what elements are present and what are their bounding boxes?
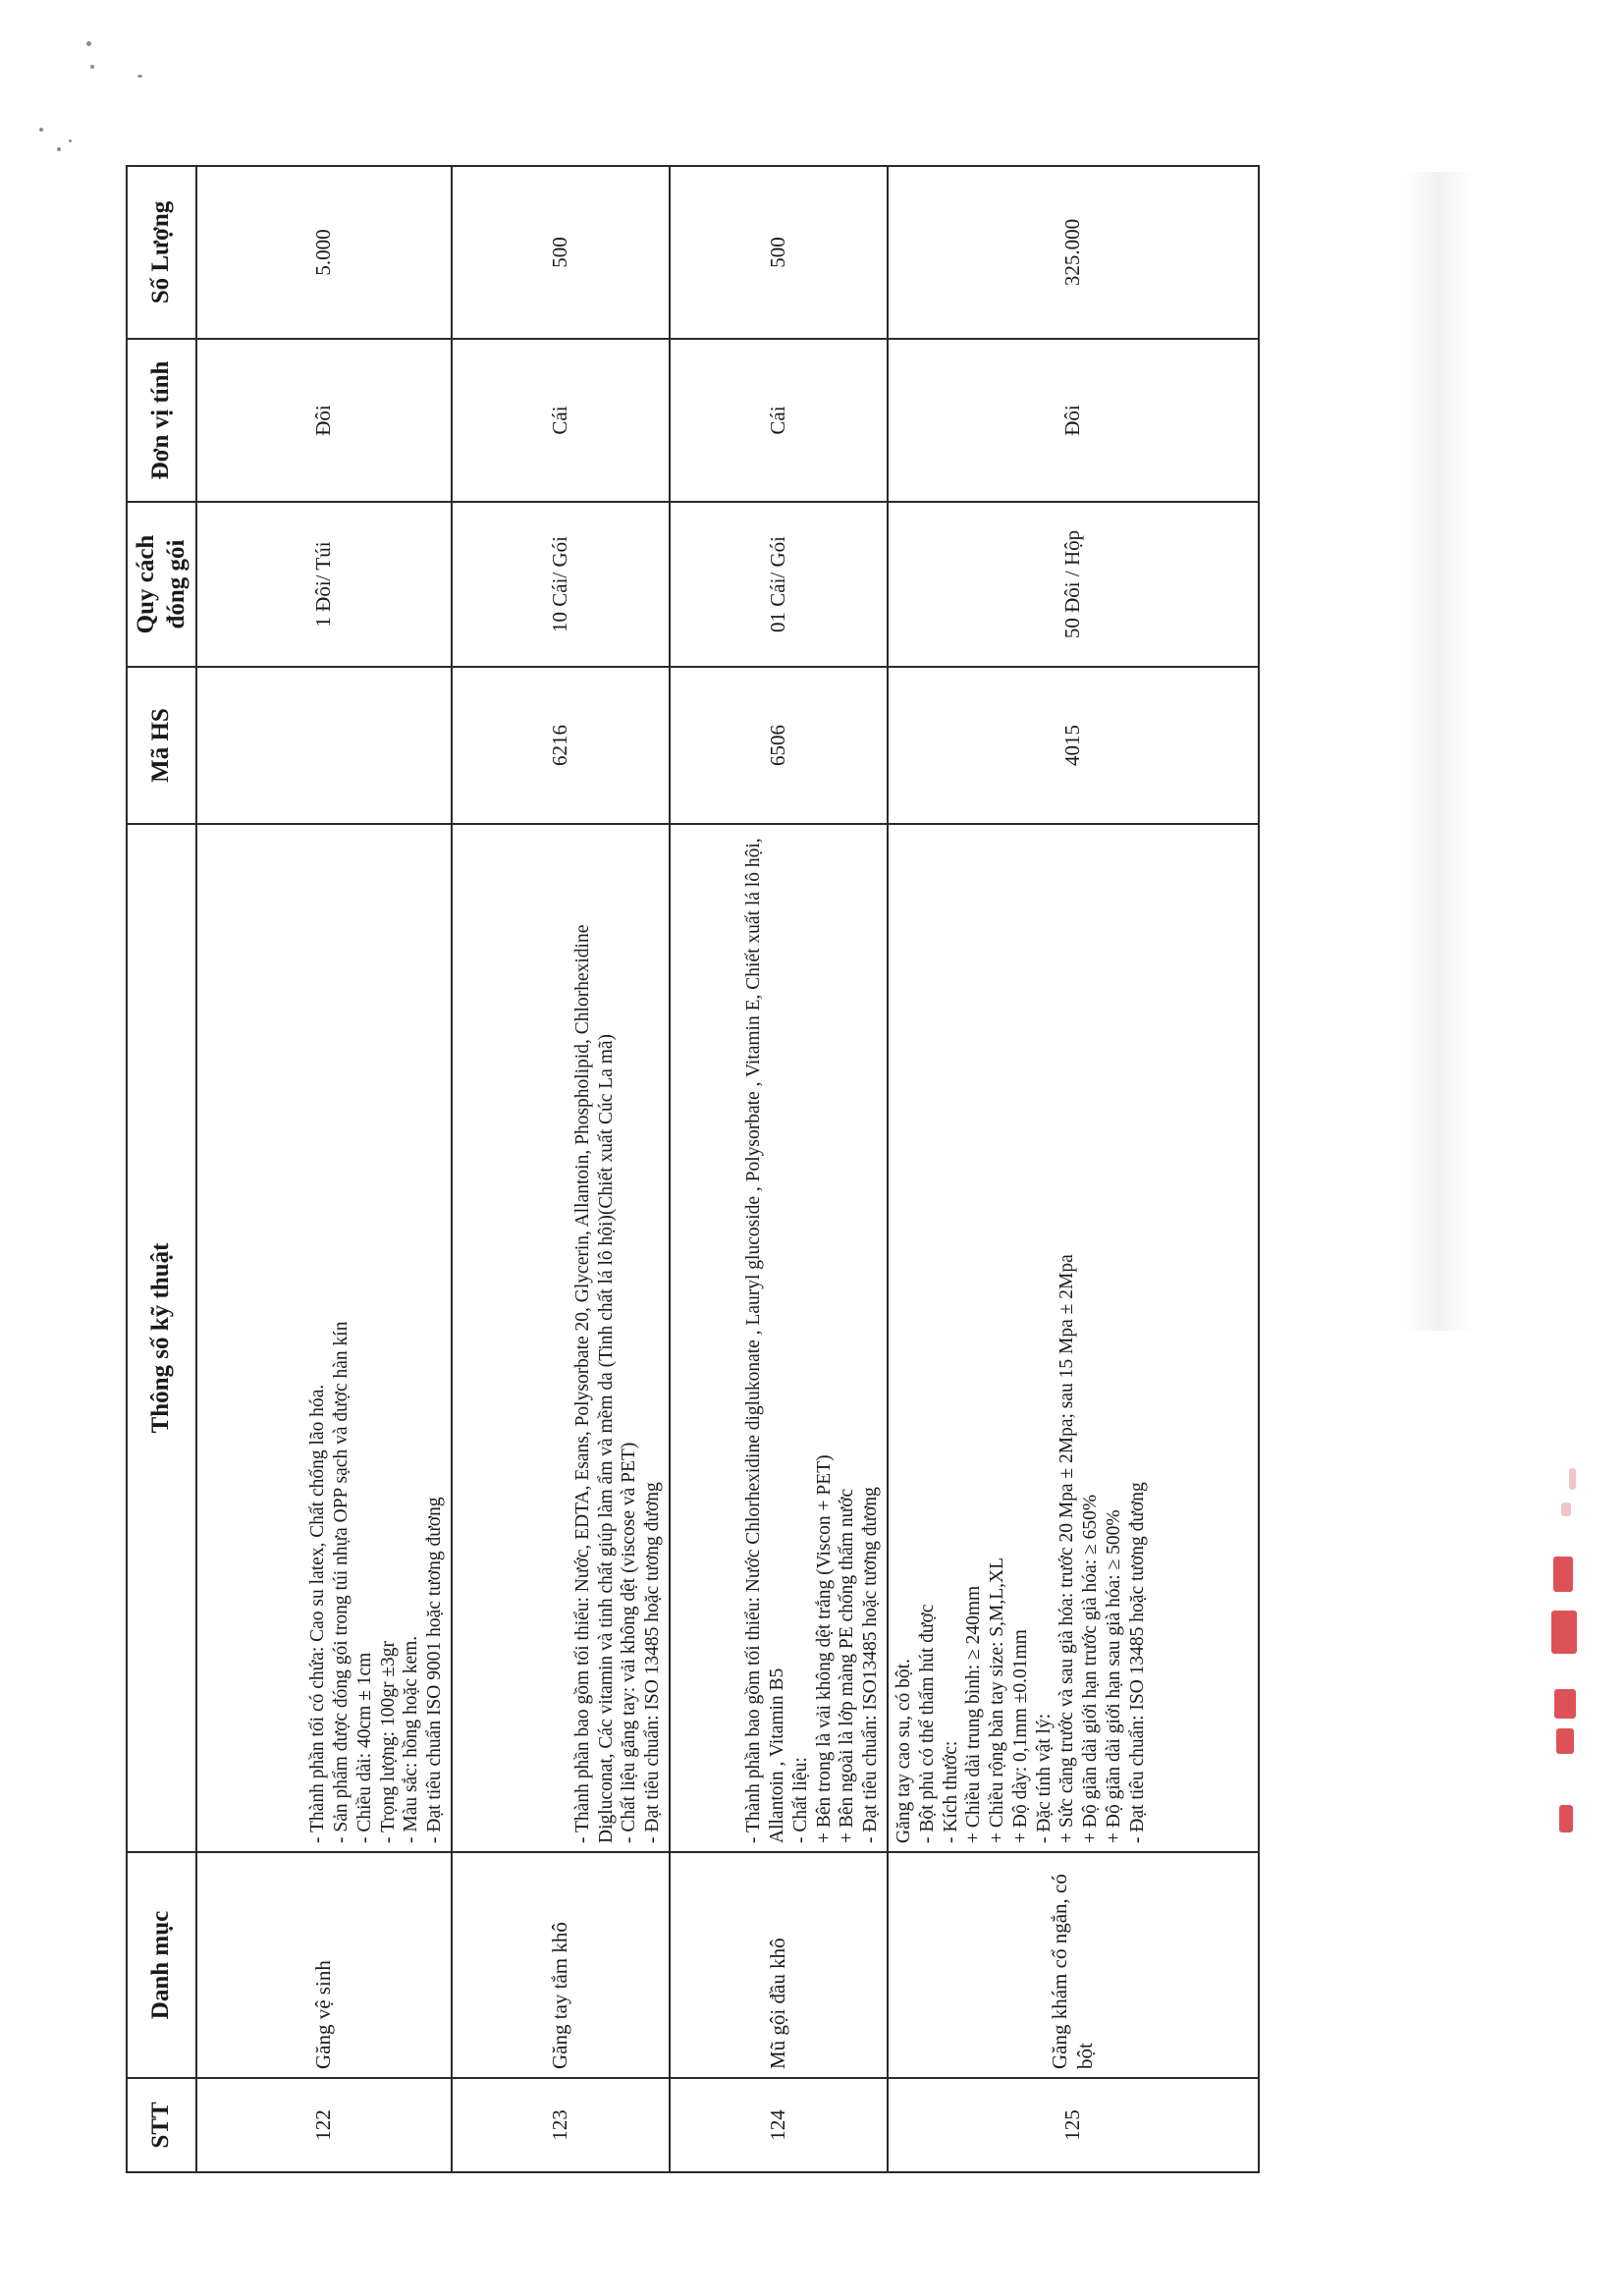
cell-thong-so <box>196 824 452 1852</box>
cell-so-luong: 325.000 <box>888 166 1259 339</box>
header-row <box>127 166 196 2172</box>
spec-line: - Thành phần tối có chứa: Cao su latex, Chất chống lão hóa. <box>307 1384 329 1843</box>
cell-don-vi: Cái <box>452 339 670 502</box>
stamp-fragment <box>1561 1503 1571 1516</box>
cell-thong-so <box>670 824 888 1852</box>
cell-ma-hs: 6506 <box>670 667 888 824</box>
header-quy-cach: Quy cách đóng gói <box>127 502 196 667</box>
spec-line: - Đạt tiêu chuẩn: ISO13485 hoặc tương đương <box>860 1487 882 1843</box>
cell-stt: 124 <box>670 2078 888 2172</box>
stamp-fragment <box>1556 1728 1574 1754</box>
scan-speck <box>57 147 61 151</box>
spec-line: - Thành phần bao gồm tối thiểu: Nước Chlorhexidine diglukonate , Lauryl glucoside , Polysorbate , Vitamin E, Chiết xuất lá lô hội, Allantoin , Vitamin B5 <box>743 838 788 1843</box>
header-thong-so: Thông số kỹ thuật <box>127 824 196 1852</box>
stamp-fragment <box>1559 1805 1573 1832</box>
table-row <box>670 166 888 2172</box>
spec-line: - Đạt tiêu chuẩn: ISO 13485 hoặc tương đương <box>642 1482 664 1843</box>
cell-stt: 123 <box>452 2078 670 2172</box>
cell-danh-muc: Mũ gội đầu khô <box>670 1852 888 2078</box>
cell-quy-cach: 10 Cái/ Gói <box>452 502 670 667</box>
table-row <box>452 166 670 2172</box>
scan-shadow <box>1404 172 1473 1331</box>
spec-line: + Chiều rộng bàn tay size: S,M,L,XL <box>987 1558 1008 1843</box>
cell-so-luong: 5.000 <box>196 166 452 339</box>
spec-line: - Thành phần bao gồm tối thiểu: Nước, EDTA, Esans, Polysorbate 20, Glycerin, Allantoin, Phospholipid, Chlorhexidine Digluconat, Các vitamin và tinh chất giúp làm ẩm và mềm da (Tinh chất lá lô hội)(Chiết xuất Cúc La mã) <box>571 924 617 1843</box>
scan-speck <box>69 139 72 142</box>
stamp-fragment <box>1569 1468 1576 1490</box>
cell-thong-so <box>888 824 1259 1852</box>
scan-speck <box>90 65 94 69</box>
cell-thong-so <box>452 824 670 1852</box>
cell-quy-cach: 01 Cái/ Gói <box>670 502 888 667</box>
stamp-fragment <box>1551 1611 1577 1654</box>
cell-don-vi: Cái <box>670 339 888 502</box>
cell-danh-muc: Găng khám cổ ngắn, có bột <box>888 1852 1259 2078</box>
scan-speck <box>39 128 43 132</box>
cell-stt: 122 <box>196 2078 452 2172</box>
cell-don-vi: Đôi <box>888 339 1259 502</box>
spec-line: + Bên ngoài là lớp màng PE chống thấm nước <box>837 1488 858 1843</box>
spec-line: - Đặc tính vật lý: <box>1033 1713 1055 1843</box>
cell-quy-cach: 1 Đôi/ Túi <box>196 502 452 667</box>
header-stt: STT <box>127 2078 196 2172</box>
spec-line: + Độ dày: 0,1mm ±0.01mm <box>1009 1629 1031 1843</box>
table-row <box>196 166 452 2172</box>
specification-table <box>126 165 1260 2173</box>
spec-line: + Bên trong là vải không dệt trắng (Viscon + PET) <box>813 1454 835 1843</box>
spec-line: + Độ giãn dài giới hạn trước già hóa: ≥ 650% <box>1080 1494 1102 1843</box>
cell-ma-hs <box>196 667 452 824</box>
scan-speck <box>86 41 91 46</box>
cell-danh-muc: Găng tay tắm khô <box>452 1852 670 2078</box>
spec-line: + Độ giãn dài giới hạn sau già hóa: ≥ 500% <box>1104 1509 1125 1843</box>
header-don-vi: Đơn vị tính <box>127 339 196 502</box>
header-danh-muc: Danh mục <box>127 1852 196 2078</box>
cell-stt: 125 <box>888 2078 1259 2172</box>
cell-so-luong: 500 <box>452 166 670 339</box>
cell-so-luong: 500 <box>670 166 888 339</box>
cell-ma-hs: 6216 <box>452 667 670 824</box>
spec-line: - Chiều dài: 40cm ± 1cm <box>353 1652 375 1843</box>
rotated-page-content <box>126 167 1243 2173</box>
stamp-fragment <box>1554 1689 1576 1719</box>
spec-line: - Kích thước: <box>940 1740 961 1843</box>
spec-line: - Đạt tiêu chuẩn: ISO 13485 hoặc tương đương <box>1126 1482 1148 1843</box>
stamp-fragment <box>1553 1557 1573 1592</box>
cell-quy-cach: 50 Đôi / Hộp <box>888 502 1259 667</box>
spec-line: - Đạt tiêu chuẩn ISO 9001 hoặc tương đương <box>424 1497 446 1843</box>
table-row <box>888 166 1259 2172</box>
spec-line: - Bột phủ có thể thấm hút được <box>916 1604 938 1843</box>
cell-don-vi: Đôi <box>196 339 452 502</box>
cell-ma-hs: 4015 <box>888 667 1259 824</box>
spec-line: Găng tay cao su, có bột. <box>893 1659 914 1843</box>
scan-speck <box>137 75 142 78</box>
spec-line: - Trọng lượng: 100gr ±3gr <box>377 1640 399 1843</box>
spec-line: + Chiều dài trung bình: ≥ 240mm <box>963 1585 985 1843</box>
spec-line: + Sức căng trước và sau già hóa: trước 20 Mpa ± 2Mpa; sau 15 Mpa ± 2Mpa <box>1056 1254 1078 1843</box>
header-so-luong: Số Lượng <box>127 166 196 339</box>
header-ma-hs: Mã HS <box>127 667 196 824</box>
spec-line: - Màu sắc: hồng hoặc kem. <box>401 1635 422 1843</box>
cell-danh-muc: Găng vệ sinh <box>196 1852 452 2078</box>
spec-line: - Chất liệu: <box>789 1757 811 1843</box>
spec-line: - Chất liệu găng tay: vải không dệt (viscose và PET) <box>619 1442 640 1843</box>
spec-line: - Sản phẩm được đóng gói trong túi nhựa OPP sạch và được hàn kín <box>331 1321 352 1843</box>
